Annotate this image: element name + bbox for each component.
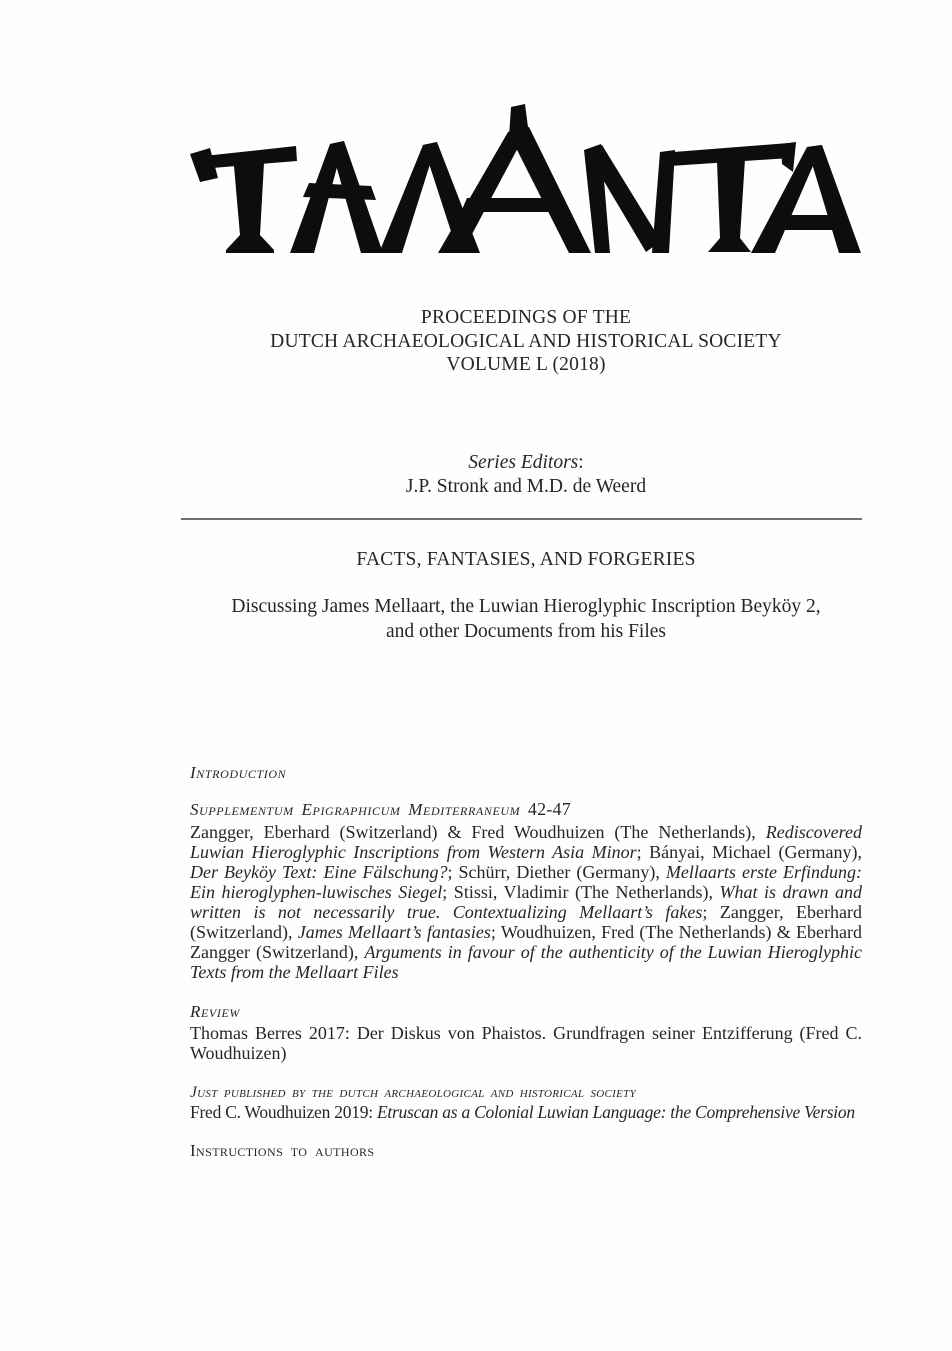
talanta-logo <box>190 104 862 258</box>
divider-rule <box>181 518 862 520</box>
issue-subtitle-line-2: and other Documents from his Files <box>386 620 666 642</box>
logo-letter-n <box>584 144 675 253</box>
logo-letter-a-3 <box>751 145 861 253</box>
masthead <box>190 306 862 377</box>
series-editors <box>190 451 862 499</box>
series-editors-names: J.P. Stronk and M.D. de Weerd <box>405 476 647 497</box>
masthead-line-1: PROCEEDINGS OF THE <box>420 307 632 328</box>
logo-letter-a-1 <box>290 141 383 253</box>
instructions-to-authors-heading: Instructions to authors <box>190 1141 375 1160</box>
talanta-logo-image <box>190 104 862 258</box>
sem-heading: Supplementum Epigraphicum Mediterraneum 42-47 <box>190 799 571 819</box>
logo-letter-a-2 <box>438 104 591 253</box>
issue-title: FACTS, FANTASIES, AND FORGERIES <box>356 549 696 570</box>
issue-subtitle <box>190 595 862 644</box>
just-published-heading: Just published by the dutch archaeological and historical society <box>190 1084 636 1101</box>
masthead-line-2: DUTCH ARCHAEOLOGICAL AND HISTORICAL SOCIETY <box>270 330 782 352</box>
masthead-line-3: VOLUME L (2018) <box>446 354 606 375</box>
logo-letter-t-1 <box>190 146 297 253</box>
issue-subtitle-line-1: Discussing James Mellaart, the Luwian Hieroglyphic Inscription Beyköy 2, <box>231 596 821 617</box>
just-published-entry: Fred C. Woudhuizen 2019: Etruscan as a Colonial Luwian Language: the Comprehensive Version <box>190 1102 855 1122</box>
sem-article-list: Zangger, Eberhard (Switzerland) & Fred Woudhuizen (The Netherlands), Rediscovered Luwian Hieroglyphic Inscriptions from Western Asia Minor; Bányai, Michael (Germany), Der Beyköy Text: Eine Fälschung?; Schürr, Diether (Germany), Mellaarts erste Erfindung: Ein hieroglyphen-luwisches Siegel; Stissi, Vladimir (The Netherlands), What is drawn and written is not necessarily true. Contextualizing Mellaart’s fakes; Zangger, Eberhard (Switzerland), James Mellaart’s fantasies; Woudhuizen, Fred (The Netherlands) & Eberhard Zangger (Switzerland), Arguments in favour of the authenticity of the Luwian Hieroglyphic Texts from the Mellaart Files <box>190 822 863 982</box>
review-heading: Review <box>190 1002 240 1021</box>
review-entry: Thomas Berres 2017: Der Diskus von Phaistos. Grundfragen seiner Entzifferung (Fred C. Woudhuizen) <box>190 1023 862 1063</box>
introduction-heading: Introduction <box>190 763 287 782</box>
series-editors-label: Series Editors: <box>468 452 584 473</box>
